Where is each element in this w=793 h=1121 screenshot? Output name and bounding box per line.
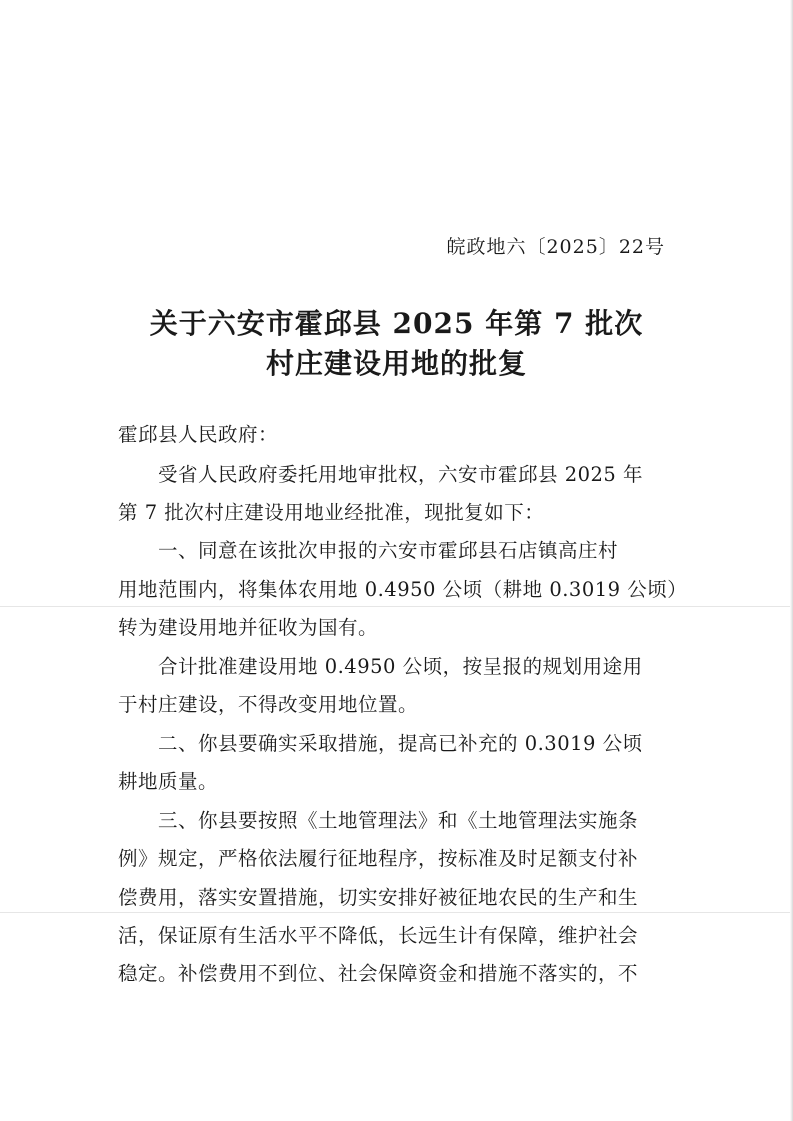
body-line: 稳定。补偿费用不到位、社会保障资金和措施不落实的，不 [118,962,639,985]
body-line: 三、你县要按照《土地管理法》和《土地管理法实施条 [118,809,639,832]
body-line: 活，保证原有生活水平不降低，长远生计有保障，维护社会 [118,924,639,947]
body-line: 合计批准建设用地 0.4950 公顷，按呈报的规划用途用 [118,655,643,678]
body-line: 例》规定，严格依法履行征地程序，按标准及时足额支付补 [118,847,639,870]
body-line: 转为建设用地并征收为国有。 [118,616,379,639]
body-line: 用地范围内，将集体农用地 0.4950 公顷（耕地 0.3019 公顷） [118,578,688,601]
body-line: 第 7 批次村庄建设用地业经批准，现批复如下： [118,501,545,524]
scan-artifact-line [0,606,793,607]
body-line: 于村庄建设，不得改变用地位置。 [118,693,419,716]
document-title-line-2: 村庄建设用地的批复 [265,347,527,380]
scan-artifact-line [0,912,793,913]
addressee: 霍邱县人民政府： [118,423,279,446]
body-line: 受省人民政府委托用地审批权，六安市霍邱县 2025 年 [118,463,644,486]
body-line: 二、你县要确实采取措施，提高已补充的 0.3019 公顷 [118,732,643,755]
body-line: 耕地质量。 [118,770,219,793]
body-line: 偿费用，落实安置措施，切实安排好被征地农民的生产和生 [118,886,639,909]
document-number: 皖政地六〔2025〕22号 [446,236,665,258]
document-title-line-1: 关于六安市霍邱县 2025 年第 7 批次 [149,307,644,340]
body-line: 一、同意在该批次申报的六安市霍邱县石店镇高庄村 [118,539,619,562]
